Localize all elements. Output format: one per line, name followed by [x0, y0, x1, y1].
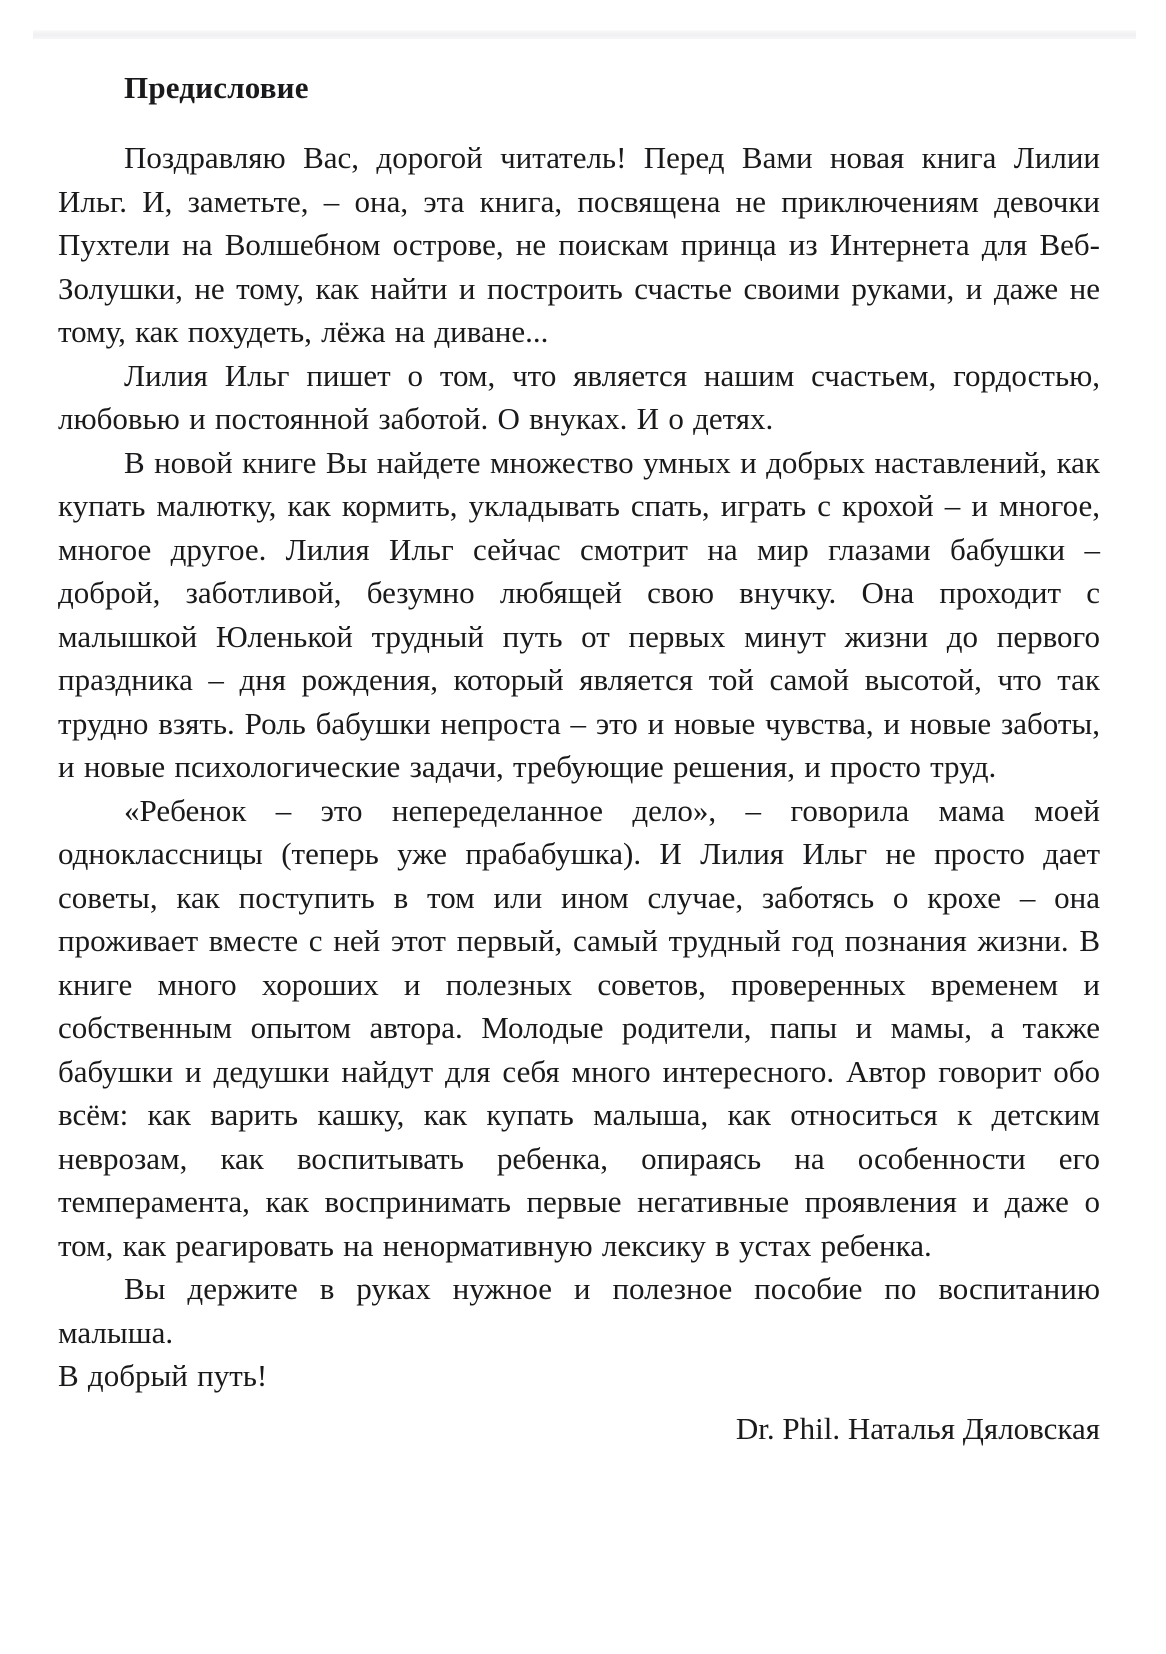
signature: Dr. Phil. Наталья Дяловская	[735, 1410, 1100, 1446]
paragraph: Вы держите в руках нужное и полезное пособие по воспитанию малыша.	[58, 1271, 1100, 1350]
paragraph: «Ребенок – это непеределанное дело», – говорила мама моей одноклассницы (теперь уже прабабушка). И Лилия Ильг не просто дает советы, как поступить в том или ином случае, заботясь о крохе – она проживает вместе с ней этот первый, самый трудный год познания жизни. В книге много хороших и полезных советов, проверенных временем и собственным опытом автора. Молодые родители, папы и мамы, а также бабушки и дедушки найдут для себя много интересного. Автор говорит обо всём: как варить кашку, как купать малыша, как относиться к детским неврозам, как воспитывать ребенка, опираясь на особенности его темперамента, как воспринимать первые негативные проявления и даже о том, как реагировать на ненормативную лексику в устах ребенка.	[58, 792, 1100, 1263]
paragraph: Лилия Ильг пишет о том, что является нашим счастьем, гордостью, любовью и постоянной заботой. О внуках. И о детях.	[58, 357, 1100, 436]
page-top-edge-shadow	[33, 30, 1136, 39]
paragraph: Поздравляю Вас, дорогой читатель! Перед Вами новая книга Лилии Ильг. И, заметьте, – она, эта книга, посвящена не приключениям девочки Пухтели на Волшебном острове, не поискам принца из Интернета для Веб-Золушки, не тому, как найти и построить счастье своими руками, и даже не тому, как похудеть, лёжа на диване...	[58, 140, 1100, 349]
page-title: Предисловие	[124, 70, 309, 105]
preface-page	[58, 66, 1100, 1450]
closing-line: В добрый путь!	[58, 1358, 268, 1393]
preface-body	[58, 136, 1100, 1398]
paragraph: В новой книге Вы найдете множество умных и добрых наставлений, как купать малютку, как кормить, укладывать спать, играть с крохой – и многое, многое другое. Лилия Ильг сейчас смотрит на мир глазами бабушки – доброй, заботливой, безумно любящей свою внучку. Она проходит с малышкой Юленькой трудный путь от первых минут жизни до первого праздника – дня рождения, который является той самой высотой, что так трудно взять. Роль бабушки непроста – это и новые чувства, и новые заботы, и новые психологические задачи, требующие решения, и просто труд.	[58, 444, 1100, 784]
